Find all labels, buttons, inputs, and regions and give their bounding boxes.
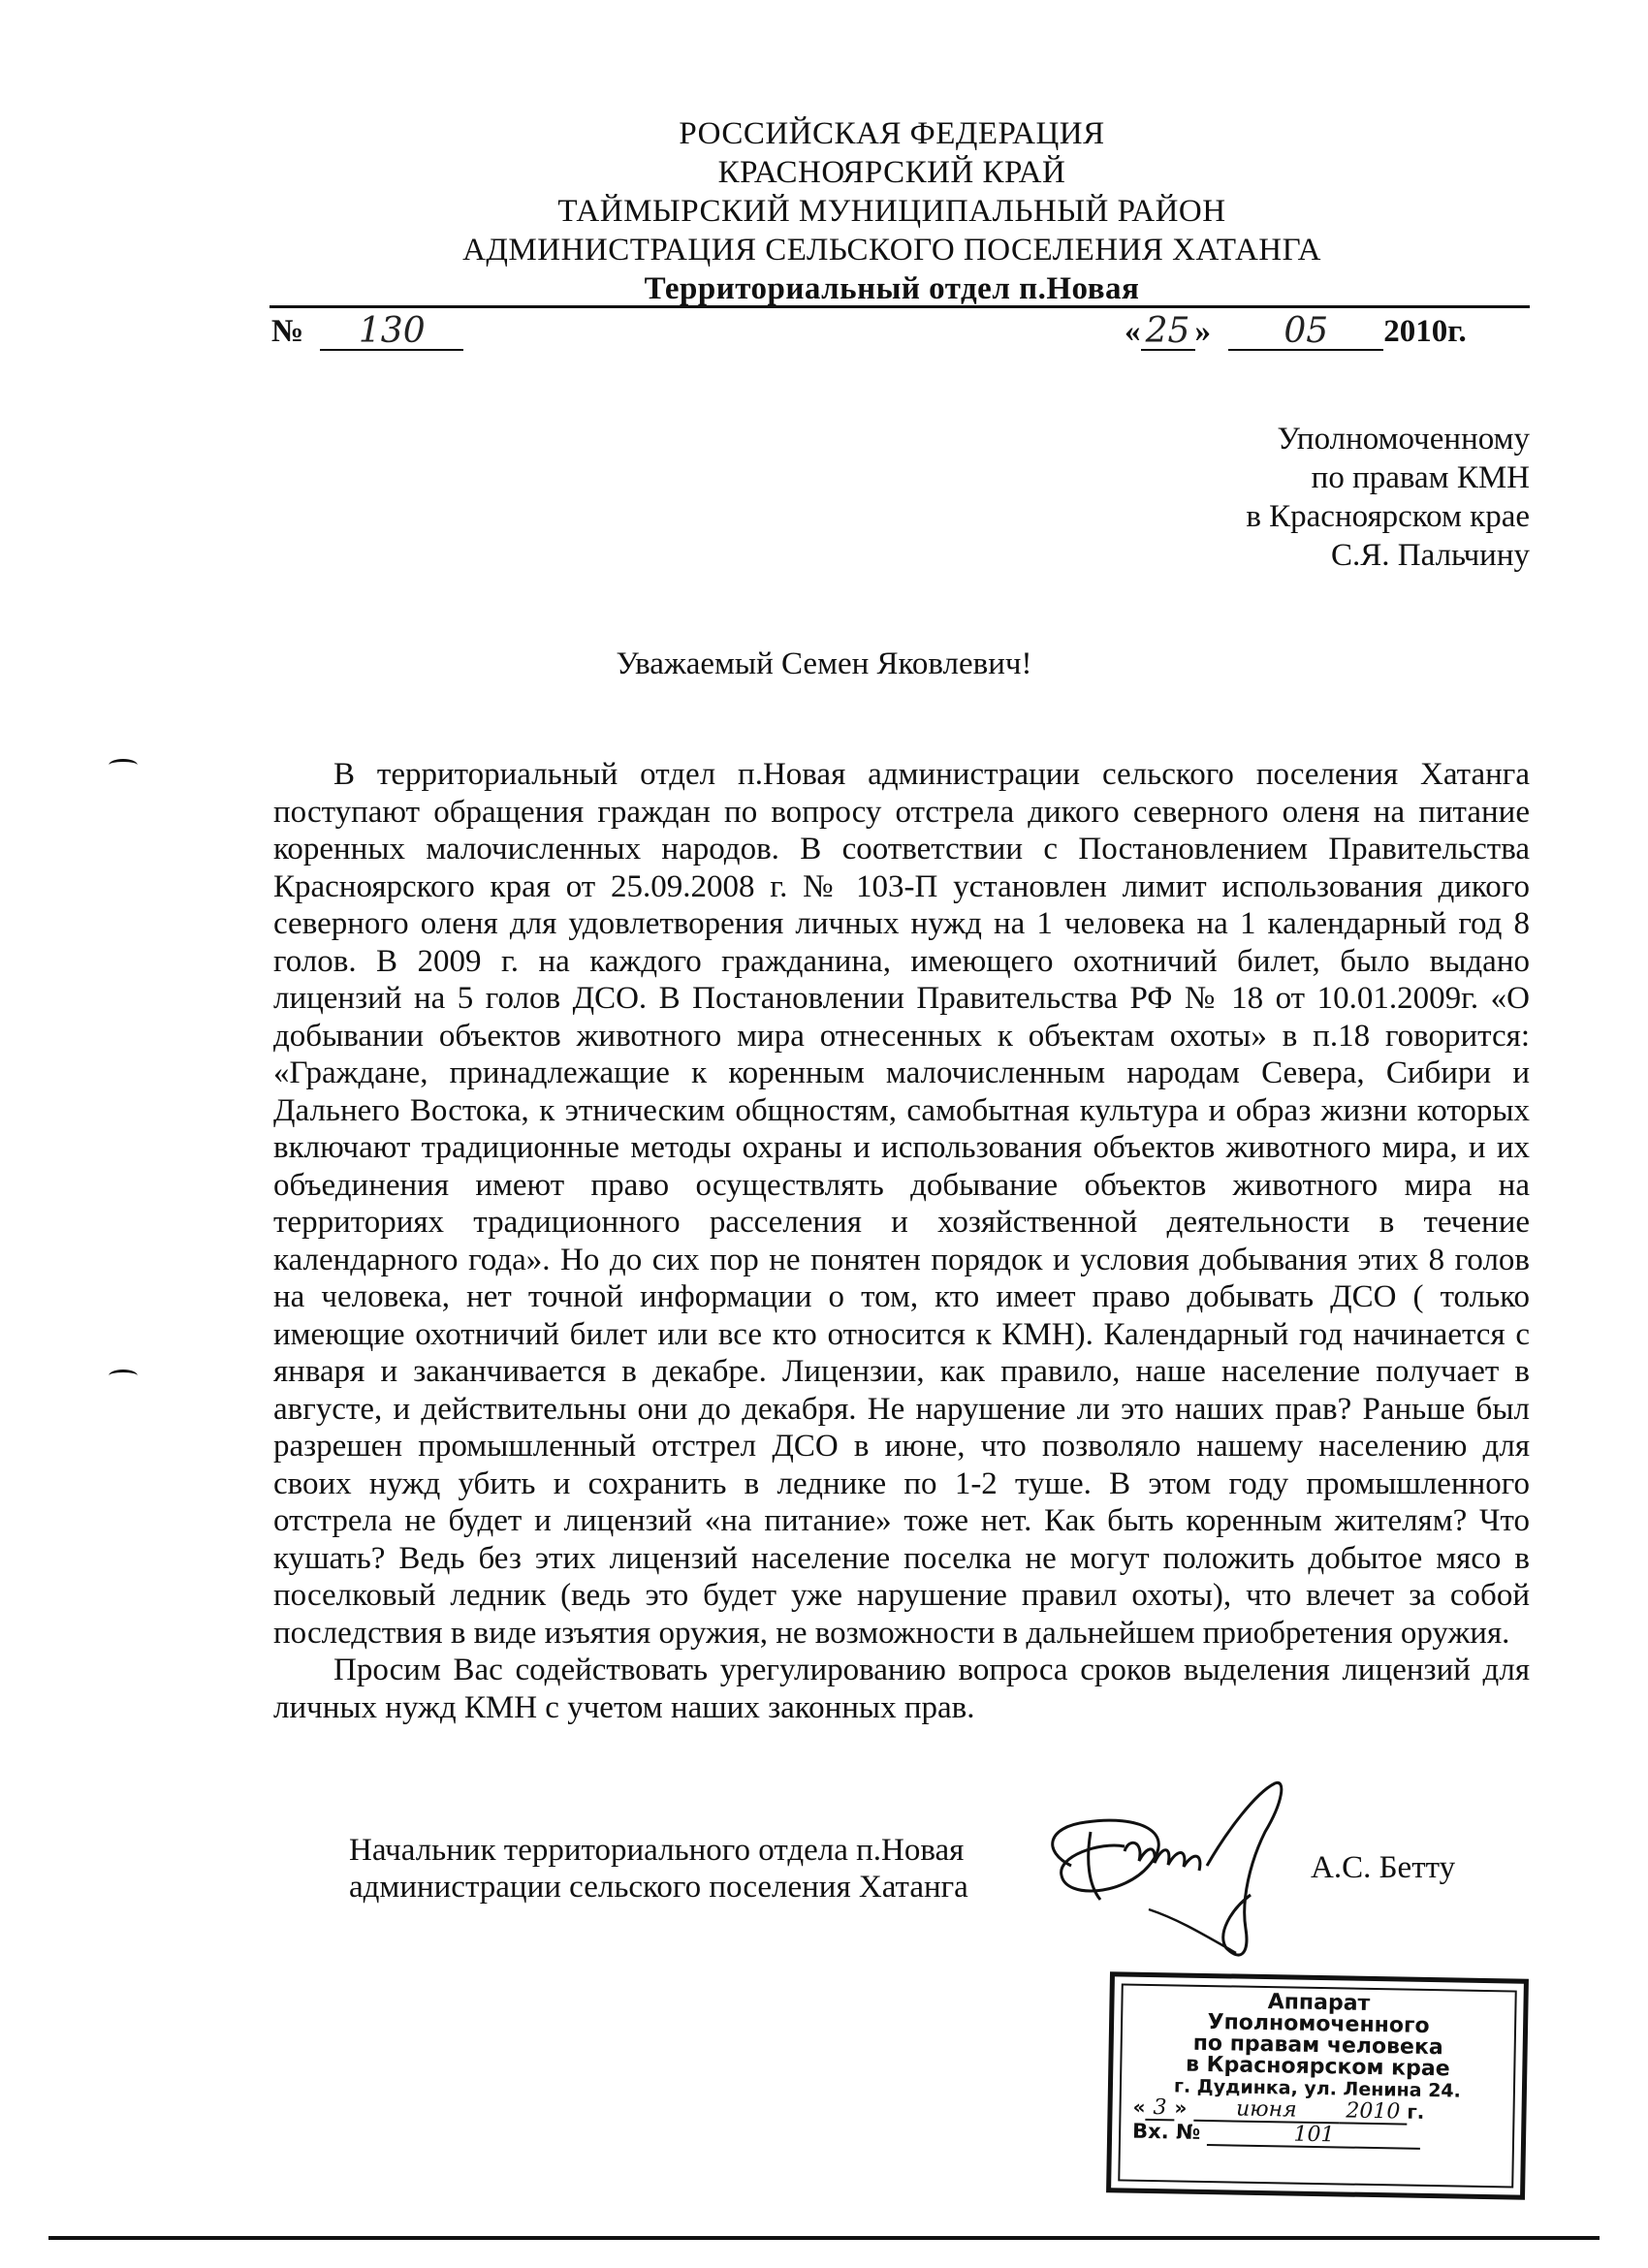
stamp-line-1: Аппарат — [1267, 1990, 1371, 2016]
registration-number — [271, 312, 465, 351]
stamp-line-3: по правам человека — [1192, 2031, 1443, 2061]
date-open-quote: « — [1125, 314, 1141, 349]
addressee-line-1: Уполномоченному — [1277, 422, 1530, 457]
stamp-inner-frame — [1118, 1983, 1516, 2188]
stamp-in-number: 101 — [1207, 2123, 1420, 2150]
salutation: Уважаемый Семен Яковлевич! — [616, 646, 1032, 681]
date-year: 2010г. — [1383, 314, 1467, 349]
signatory-title — [349, 1832, 968, 1906]
stamp-date-day: 3 — [1145, 2097, 1174, 2122]
stamp-date-close: » — [1174, 2095, 1188, 2120]
stamp-line-4: в Красноярском крае — [1185, 2052, 1450, 2082]
number-value: 130 — [320, 312, 463, 351]
stamp-line-2: Уполномоченного — [1207, 2010, 1430, 2039]
incoming-stamp — [1106, 1971, 1529, 2200]
margin-mark — [109, 759, 138, 772]
number-label: № — [271, 314, 304, 349]
body-paragraph-2: Просим Вас содействовать урегулированию вопроса сроков выделения лицензий для личных нужд КМН с учетом наших законных прав. — [273, 1653, 1530, 1725]
addressee-line-2: по правам КМН — [1311, 460, 1530, 495]
stamp-in-label: Вх. № — [1131, 2119, 1201, 2144]
handwritten-signature — [1032, 1774, 1323, 1968]
body-paragraph-1: В территориальный отдел п.Новая администрации сельского поселения Хатанга поступают обращения граждан по вопросу отстрела дикого северного оленя на питание коренных малочисленных народов. В соответствии с Постановлением Правительства Красноярского края от 25.09.2008 г. № 103-П установлен лимит использования дикого северного оленя для удовлетворения личных нужд на 1 человека на 1 календарный год 8 голов. В 2009 г. на каждого гражданина, имеющего охотничий билет, было выдано лицензий на 5 голов ДСО. В Постановлении Правительства РФ № 18 от 10.01.2009г. «О добывании объектов животного мира отнесенных к объектам охоты» в п.18 говорится: «Граждане, принадлежащие к коренным малочисленным народам Севера, Сибири и Дальнего Востока, к этническим общностям, самобытная культура и образ жизни которых включают традиционные методы охраны и использования объектов животного мира, и их объединения имеют право осуществлять добывание объектов животного мира на территориях традиционного расселения и хозяйственной деятельности в течение календарного года». Но до сих пор не понятен порядок и условия добывания этих 8 голов на человека, нет точной информации о том, кто имеет право добывать ДСО ( только имеющие охотничий билет или все кто относится к КМН). Календарный год начинается с января и заканчивается в декабре. Лицензии, как правило, наше население получает в августе, и действительны они до декабря. Не нарушение ли это наших прав? Раньше был разрешен промышленный отстрел ДСО в июне, что позволяло нашему населению для своих нужд убить и сохранить в леднике по 1-2 туше. В этом году промышленного отстрела не будет и лицензий «на питание» тоже нет. Как быть коренным жителям? Что кушать? Ведь без этих лицензий население поселка не могут положить добытое мясо в поселковый ледник (ведь это будет уже нарушение правил охоты), что влечет за собой последствия в виде изъятия оружия, не возможности в дальнейшем приобретения оружия. — [273, 757, 1530, 1651]
signatory-title-line-1: Начальник территориального отдела п.Новая — [349, 1833, 965, 1868]
letterhead-district: ТАЙМЫРСКИЙ МУНИЦИПАЛЬНЫЙ РАЙОН — [557, 194, 1226, 229]
registration-date — [1125, 312, 1532, 351]
addressee-line-3: в Красноярском крае — [1246, 499, 1530, 534]
signatory-name: А.С. Бетту — [1311, 1850, 1456, 1885]
signatory-title-line-2: администрации сельского поселения Хатанга — [349, 1870, 968, 1905]
letterhead-region: КРАСНОЯРСКИЙ КРАЙ — [717, 155, 1066, 190]
stamp-line-5: г. Дудинка, ул. Ленина 24. — [1173, 2075, 1462, 2102]
margin-mark — [109, 1370, 138, 1382]
stamp-date-month: июня — [1193, 2098, 1339, 2125]
letterhead-country: РОССИЙСКАЯ ФЕДЕРАЦИЯ — [679, 116, 1105, 151]
letterhead-department: Территориальный отдел п.Новая — [644, 271, 1140, 306]
stamp-date-suffix: г. — [1407, 2099, 1425, 2124]
date-close-quote: » — [1194, 314, 1211, 349]
stamp-date-open: « — [1132, 2095, 1146, 2119]
addressee-block — [948, 420, 1530, 575]
letterhead-divider — [269, 305, 1530, 308]
letter-body — [273, 756, 1530, 1726]
page-bottom-rule — [48, 2236, 1600, 2240]
letterhead — [262, 114, 1522, 308]
stamp-date-year: 2010 — [1339, 2100, 1407, 2125]
date-day: 25 — [1141, 312, 1195, 351]
addressee-line-4: С.Я. Пальчину — [1331, 538, 1530, 573]
letterhead-administration: АДМИНИСТРАЦИЯ СЕЛЬСКОГО ПОСЕЛЕНИЯ ХАТАНГА — [462, 233, 1321, 268]
date-month: 05 — [1228, 312, 1383, 351]
